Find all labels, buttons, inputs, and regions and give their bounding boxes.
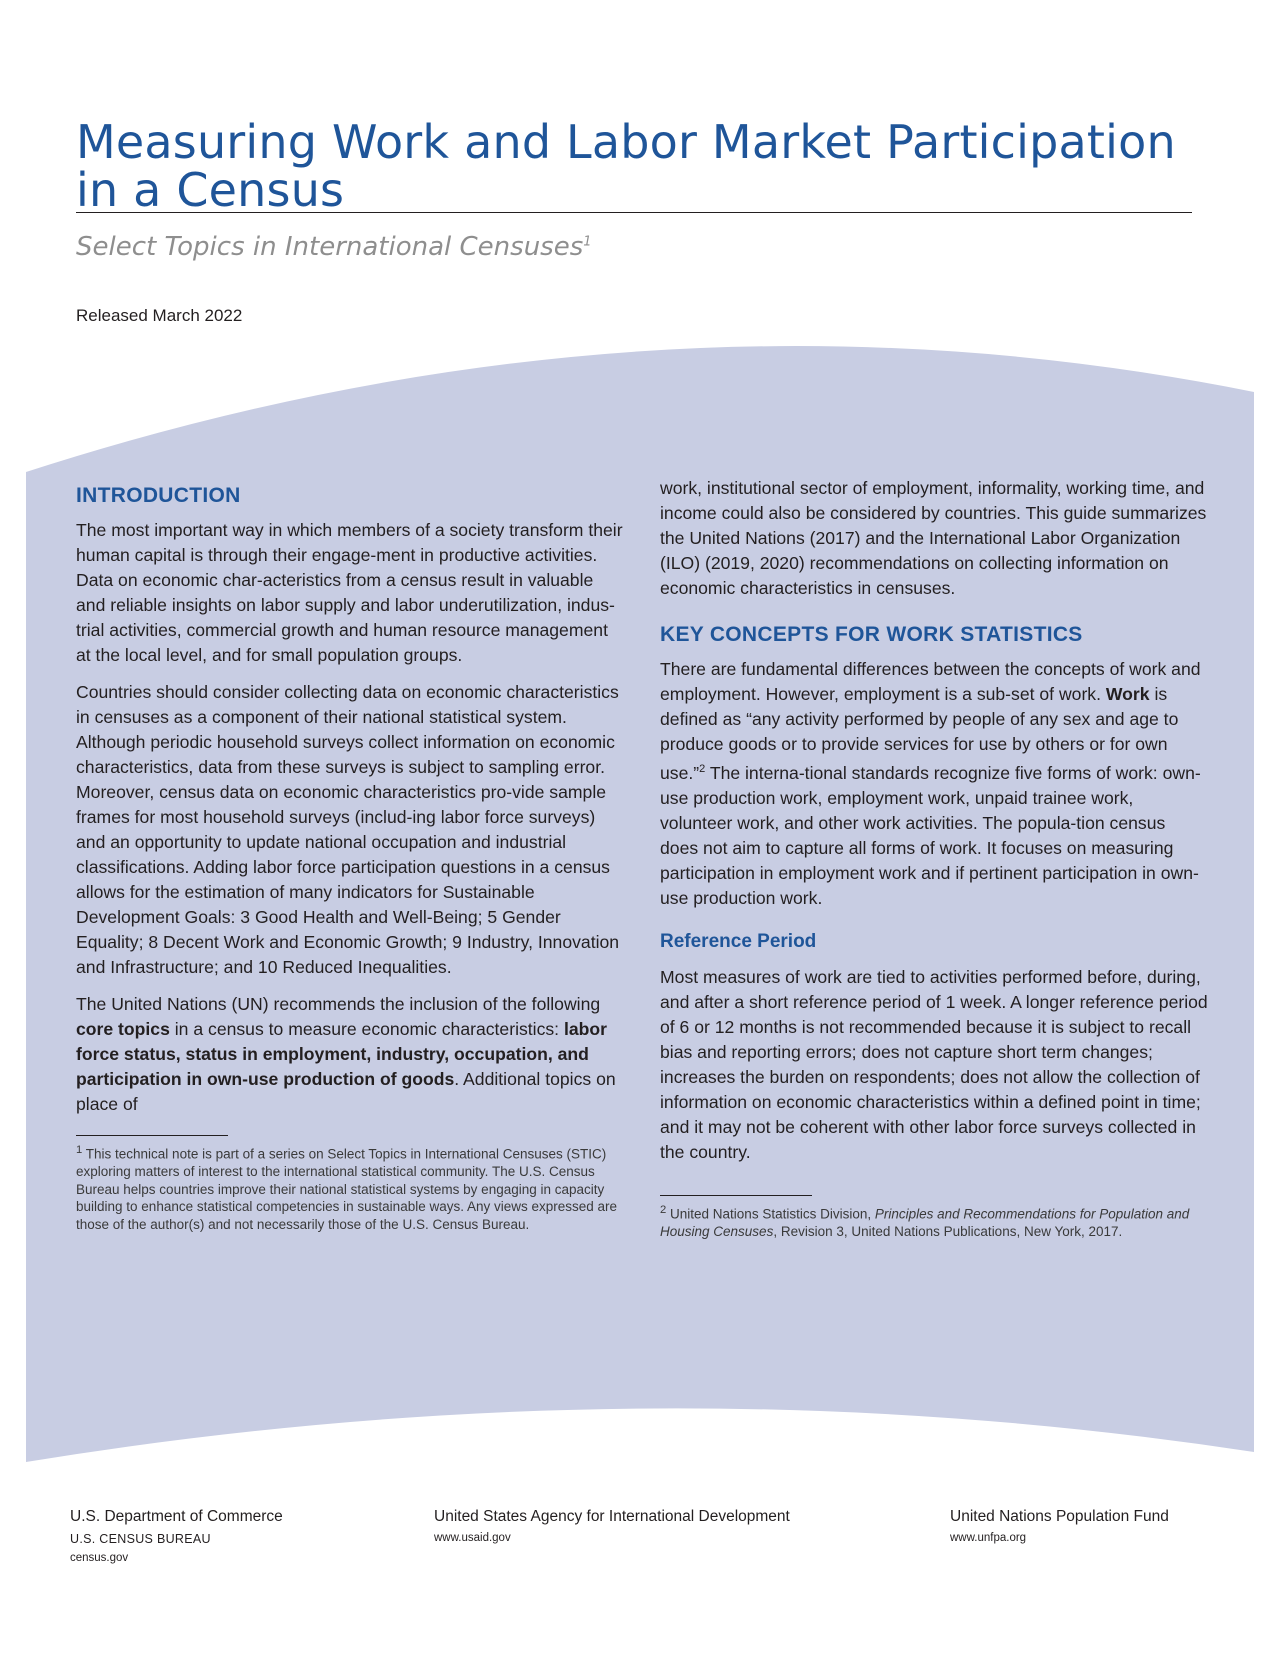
footnote-1-number: 1 xyxy=(76,1144,83,1156)
p3-text-a: The United Nations (UN) recommends the inclusion of the following xyxy=(76,994,601,1014)
kc-bold-work: Work xyxy=(1105,684,1150,704)
usaid-url[interactable]: www.usaid.gov xyxy=(434,1532,511,1544)
footnote-2 xyxy=(660,1202,1208,1241)
p3-bold-topics-list: labor force status, status in employment, industry, occupation, and participation in own-use production of goods xyxy=(76,1019,607,1089)
footnote-1-text: This technical note is part of a series on Select Topics in International Censuses (STIC) exploring matters of interest to the international statistical community. The U.S. Census Bureau helps countries improve their national statistical systems by engaging in capacity building to enhance statistical competencies in sustainable ways. Any views expressed are those of the author(s) and not necessarily those of the U.S. Census Bureau. xyxy=(76,1146,618,1232)
footnote-divider xyxy=(76,1135,228,1136)
key-concepts-paragraph xyxy=(660,657,1208,911)
unfpa-name: United Nations Population Fund xyxy=(950,1508,1169,1525)
intro-paragraph-2: Countries should consider collecting data on economic characteristics in censuses as a component of their national statistical system. Although periodic household surveys collect information on economic characteristics, data from these surveys is subject to sampling error. Moreover, census data on economic characteristics pro-vide sample frames for most household surveys (includ-ing labor force surveys) and an opportunity to update national occupation and industrial classifications. Adding labor force participation questions in a census allows for the estimation of many indicators for Sustainable Development Goals: 3 Good Health and Well-Being; 5 Gender Equality; 8 Decent Work and Economic Growth; 9 Industry, Innovation and Infrastructure; and 10 Reduced Inequalities. xyxy=(76,682,620,977)
kc-text-c: is defined as “any activity performed by people of any sex and age to produce goods or to provide services for use by others or for own use.” xyxy=(660,684,1179,783)
intro-continued-paragraph: work, institutional sector of employment, informality, working time, and income could also be considered by countries. This guide summarizes the United Nations (2017) and the International Labor Organization (ILO) (2019, 2020) recommendations on collecting information on economic characteristics in censuses. xyxy=(660,478,1207,598)
page-title: Measuring Work and Labor Market Participation in a Census xyxy=(76,115,1176,217)
intro-paragraph-1: The most important way in which members of a society transform their human capital is through their engage-ment in productive activities. Data on economic char-acteristics from a census result in valuable and reliable insights on labor supply and labor underutilization, indus-trial activities, commercial growth and human resource management at the local level, and for small population groups. xyxy=(76,520,623,665)
footer-unfpa xyxy=(950,1508,1169,1544)
p3-text-e: . Additional topics on place of xyxy=(76,1069,616,1114)
usaid-name: United States Agency for International Development xyxy=(434,1508,790,1525)
p3-text-c: in a census to measure economic characteristics: xyxy=(169,1019,564,1039)
reference-period-paragraph: Most measures of work are tied to activities performed before, during, and after a short reference period of 1 week. A longer reference period of 6 or 12 months is not recommended because it is subject to recall bias and reporting errors; does not capture short term changes; increases the burden on respondents; does not allow the collection of information on economic characteristics within a defined point in time; and it may not be coherent with other labor force surveys collected in the country. xyxy=(660,966,1208,1162)
commerce-name: U.S. Department of Commerce xyxy=(70,1508,283,1525)
census-bureau-name: U.S. CENSUS BUREAU xyxy=(70,1532,211,1546)
key-concepts-heading: KEY CONCEPTS FOR WORK STATISTICS xyxy=(660,623,1083,646)
footnote-2-title: Principles and Recommendations for Population and Housing Censuses xyxy=(660,1206,1190,1239)
unfpa-url[interactable]: www.unfpa.org xyxy=(950,1532,1027,1544)
title-divider xyxy=(76,212,1192,213)
introduction-heading: INTRODUCTION xyxy=(76,484,241,507)
footnote-divider-right xyxy=(660,1195,812,1196)
left-column xyxy=(76,478,624,1233)
footnote-1 xyxy=(76,1142,624,1233)
footer-usaid xyxy=(434,1508,790,1544)
page-subtitle xyxy=(76,232,592,262)
kc-text-a: There are fundamental differences between the concepts of work and employment. However, employment is a sub-set of work. xyxy=(660,659,1201,704)
subtitle-footnote-ref: 1 xyxy=(583,234,592,250)
reference-period-heading: Reference Period xyxy=(660,930,817,952)
footnote-2-number: 2 xyxy=(660,1203,667,1216)
footnote-2-text-a: United Nations Statistics Division, xyxy=(666,1206,875,1222)
footer-commerce xyxy=(70,1508,283,1564)
right-column xyxy=(660,476,1208,1240)
intro-paragraph-3 xyxy=(76,992,624,1117)
release-date: Released March 2022 xyxy=(76,306,243,325)
kc-text-d: The interna-tional standards recognize five forms of work: own-use production work, employment work, unpaid trainee work, volunteer work, and other work activities. The popula-tion census does not aim to capture all forms of work. It focuses on measuring participation in employment work and if pertinent participation in own-use production work. xyxy=(660,762,1201,908)
census-url[interactable]: census.gov xyxy=(70,1552,129,1564)
subtitle-text: Select Topics in International Censuses xyxy=(76,232,584,262)
footnote-2-text-c: , Revision 3, United Nations Publications, New York, 2017. xyxy=(773,1223,1123,1239)
p3-bold-core-topics: core topics xyxy=(76,1019,170,1039)
footnote-2-ref: 2 xyxy=(699,763,706,775)
